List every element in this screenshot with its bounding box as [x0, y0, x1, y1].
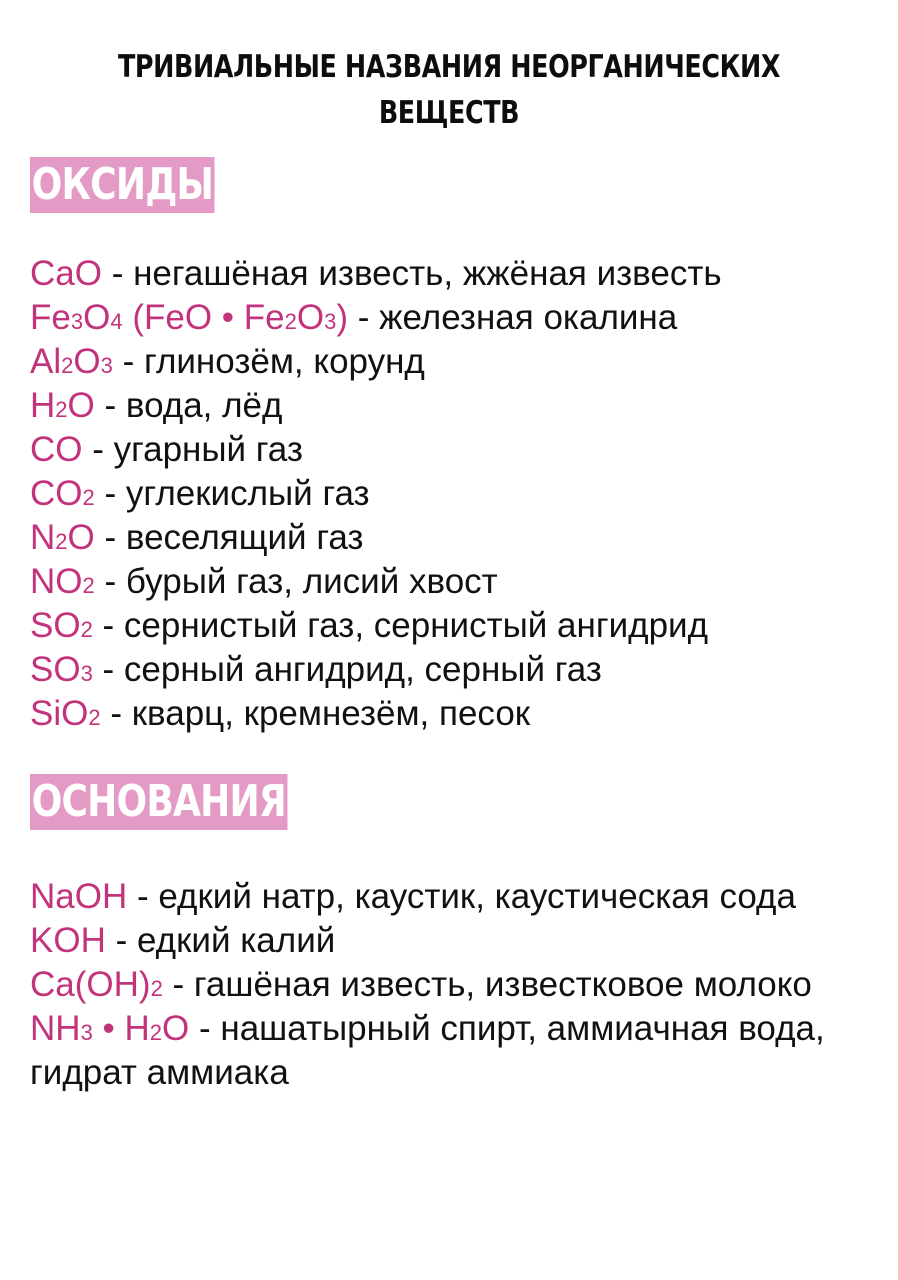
bases-list [30, 875, 892, 1095]
description: - углекислый газ [94, 474, 370, 513]
description: - глинозём, корунд [112, 342, 425, 381]
description: - нашатырный спирт, аммиачная вода, гидрат аммиака [30, 1009, 825, 1092]
list-item [30, 296, 892, 340]
list-item [30, 604, 892, 648]
oxides-list [30, 252, 892, 736]
description: - негашёная известь, жжёная известь [101, 254, 722, 293]
description: - кварц, кремнезём, песок [100, 694, 531, 733]
list-item [30, 560, 892, 604]
list-item [30, 1007, 892, 1095]
list-item [30, 252, 892, 296]
list-item [30, 919, 892, 963]
formula: SO2 [30, 606, 93, 645]
description: - веселящий газ [94, 518, 364, 557]
formula: Fe3O4 (FeO • Fe2O3) [30, 298, 348, 337]
description: - едкий калий [105, 921, 336, 960]
description: - угарный газ [82, 430, 303, 469]
list-item [30, 384, 892, 428]
formula: NO2 [30, 562, 95, 601]
description: - железная окалина [347, 298, 678, 337]
formula: CaO [30, 254, 102, 293]
formula: Al2O3 [30, 342, 113, 381]
list-item [30, 648, 892, 692]
list-item [30, 963, 892, 1007]
page-title [81, 44, 817, 136]
list-item [30, 875, 892, 919]
list-item [30, 516, 892, 560]
description: - гашёная известь, известковое молоко [162, 965, 812, 1004]
page-title-line-2: ВЕЩЕСТВ [378, 95, 520, 131]
formula: NH3 • H2O [30, 1009, 190, 1048]
formula: Ca(OH)2 [30, 965, 163, 1004]
section-heading-bases: ОСНОВАНИЯ [30, 774, 288, 830]
formula: KOH [30, 921, 106, 960]
description: - сернистый газ, сернистый ангидрид [92, 606, 709, 645]
list-item [30, 472, 892, 516]
formula: SO3 [30, 650, 93, 689]
formula: CO2 [30, 474, 95, 513]
formula: CO [30, 430, 83, 469]
description: - вода, лёд [94, 386, 283, 425]
description: - едкий натр, каустик, каустическая сода [127, 877, 796, 916]
formula: SiO2 [30, 694, 101, 733]
list-item [30, 428, 892, 472]
list-item [30, 692, 892, 736]
section-heading-oxides: ОКСИДЫ [30, 157, 215, 213]
list-item [30, 340, 892, 384]
formula: N2O [30, 518, 95, 557]
formula: NaOH [30, 877, 128, 916]
formula: H2O [30, 386, 95, 425]
description: - серный ангидрид, серный газ [92, 650, 602, 689]
page-title-line-1: ТРИВИАЛЬНЫЕ НАЗВАНИЯ НЕОРГАНИЧЕСКИХ [117, 49, 781, 85]
description: - бурый газ, лисий хвост [94, 562, 498, 601]
